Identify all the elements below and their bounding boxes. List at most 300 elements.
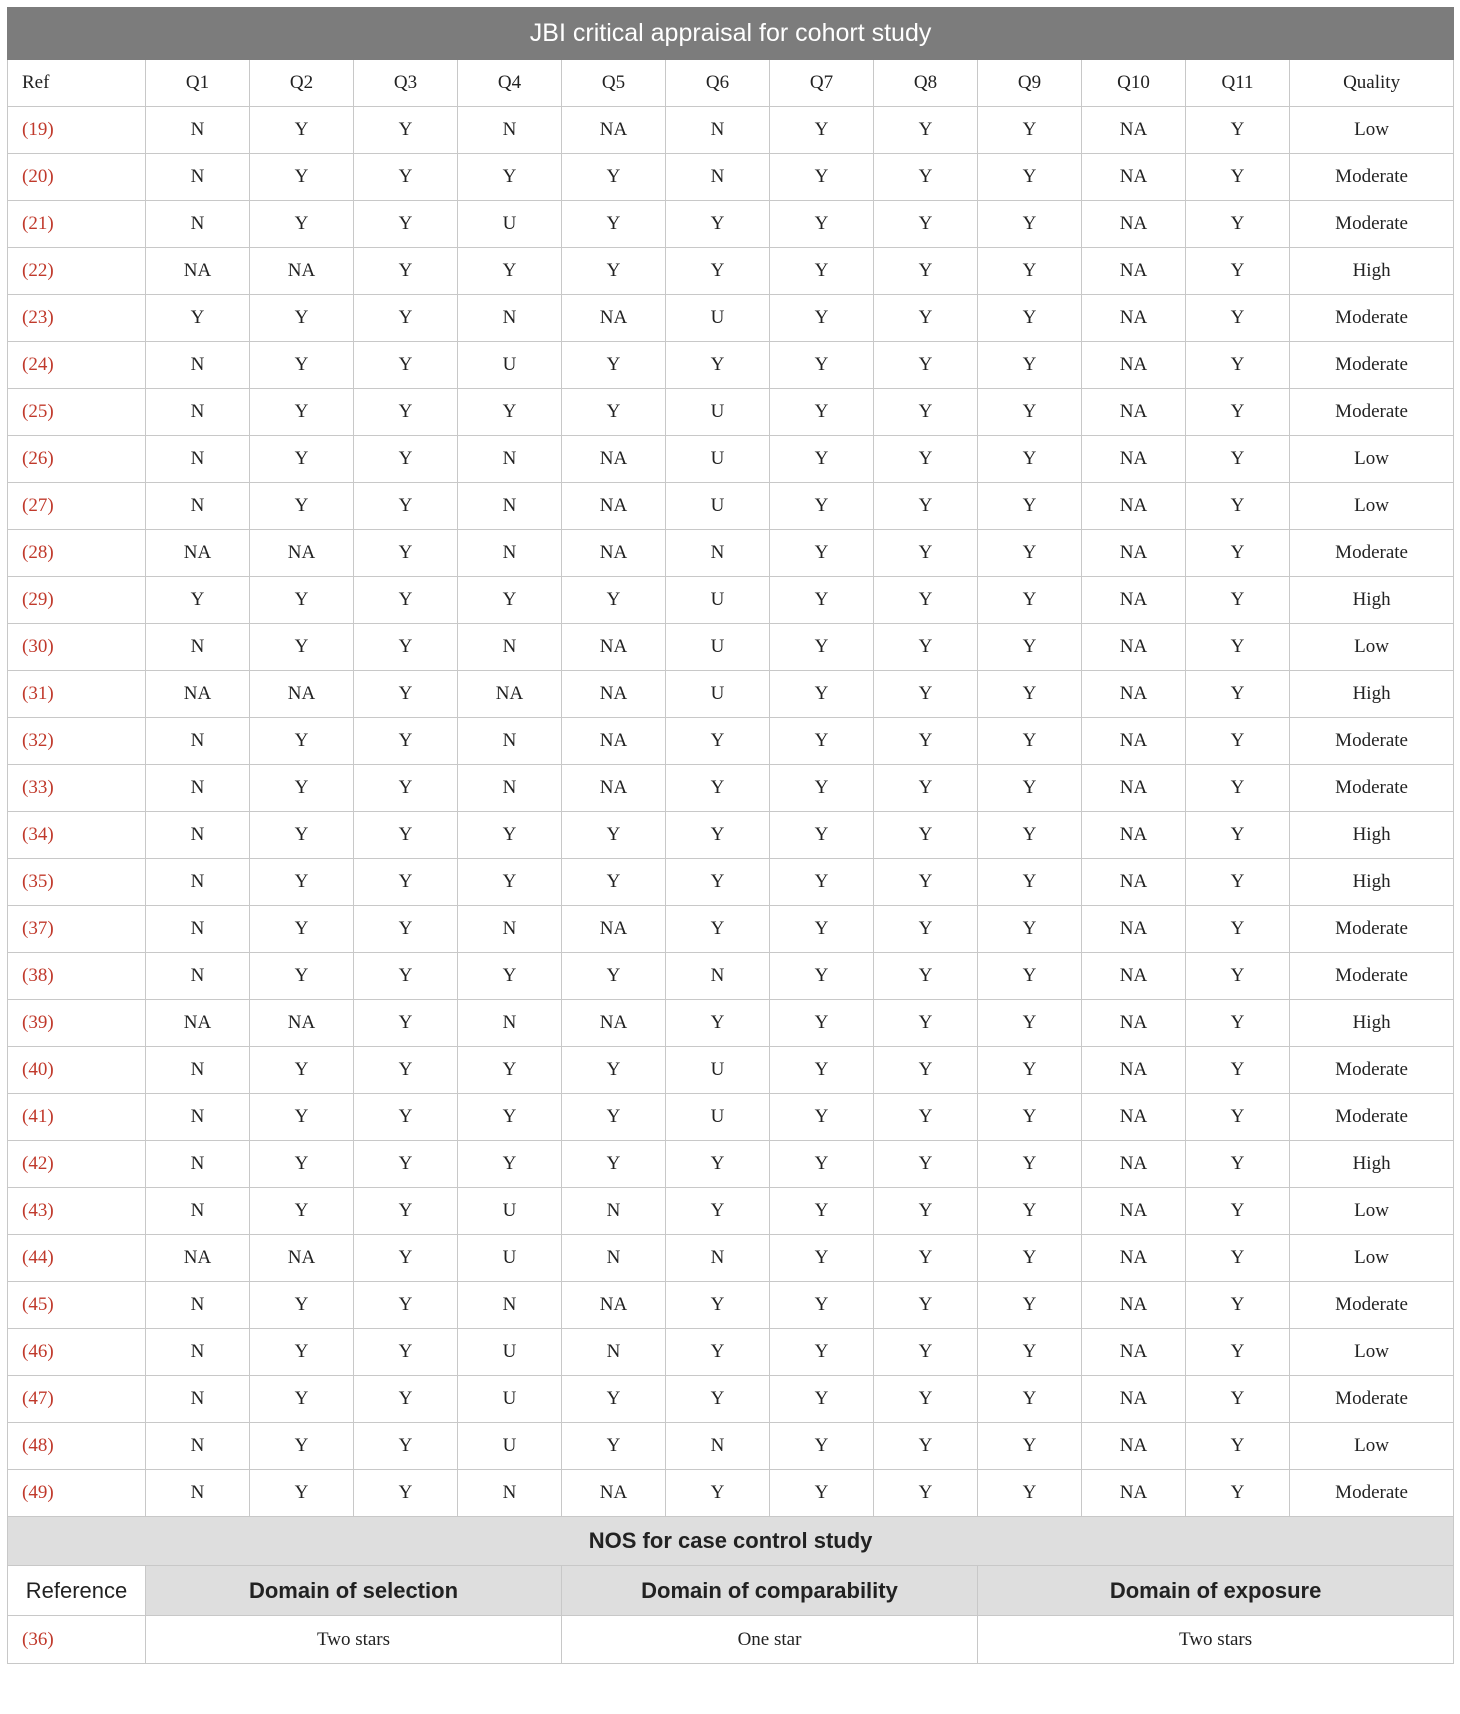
answer-cell: N <box>458 483 562 530</box>
answer-cell: Y <box>458 812 562 859</box>
table-row <box>8 718 1454 765</box>
answer-cell: NA <box>1082 1329 1186 1376</box>
nos-selection-cell: Two stars <box>146 1616 562 1664</box>
ref-link[interactable]: 32 <box>28 730 48 751</box>
answer-cell: Y <box>978 1094 1082 1141</box>
answer-cell: Y <box>666 1141 770 1188</box>
ref-paren-close: ) <box>47 1294 54 1315</box>
ref-link[interactable]: 41 <box>28 1106 48 1127</box>
answer-cell: Y <box>978 718 1082 765</box>
ref-link[interactable]: 21 <box>28 213 48 234</box>
ref-link[interactable]: 34 <box>28 824 48 845</box>
answer-cell: Y <box>1186 1047 1290 1094</box>
answer-cell: Y <box>354 1141 458 1188</box>
ref-link[interactable]: 48 <box>28 1435 48 1456</box>
nos-header-row <box>8 1566 1454 1616</box>
ref-cell <box>8 342 146 389</box>
answer-cell: Y <box>874 906 978 953</box>
ref-link[interactable]: 39 <box>28 1012 48 1033</box>
answer-cell: N <box>458 436 562 483</box>
quality-cell: Moderate <box>1290 1470 1454 1517</box>
answer-cell: U <box>458 1423 562 1470</box>
ref-paren-open: ( <box>22 1628 29 1650</box>
answer-cell: Y <box>874 530 978 577</box>
answer-cell: Y <box>1186 389 1290 436</box>
answer-cell: Y <box>978 436 1082 483</box>
answer-cell: N <box>562 1188 666 1235</box>
answer-cell: N <box>666 953 770 1000</box>
answer-cell: Y <box>458 1094 562 1141</box>
answer-cell: Y <box>354 483 458 530</box>
answer-cell: Y <box>874 436 978 483</box>
answer-cell: N <box>146 624 250 671</box>
answer-cell: Y <box>770 859 874 906</box>
ref-cell <box>8 389 146 436</box>
answer-cell: Y <box>666 1000 770 1047</box>
answer-cell: Y <box>354 1094 458 1141</box>
ref-paren-close: ) <box>47 542 54 563</box>
answer-cell: Y <box>874 201 978 248</box>
answer-cell: Y <box>354 154 458 201</box>
answer-cell: Y <box>562 1376 666 1423</box>
answer-cell: Y <box>1186 1282 1290 1329</box>
answer-cell: N <box>562 1235 666 1282</box>
ref-paren-close: ) <box>47 1012 54 1033</box>
answer-cell: Y <box>874 624 978 671</box>
answer-cell: N <box>562 1329 666 1376</box>
answer-cell: U <box>458 1376 562 1423</box>
ref-link[interactable]: 25 <box>28 401 48 422</box>
ref-cell <box>8 295 146 342</box>
answer-cell: Y <box>354 671 458 718</box>
answer-cell: Y <box>770 436 874 483</box>
answer-cell: NA <box>562 295 666 342</box>
answer-cell: Y <box>874 1376 978 1423</box>
ref-link[interactable]: 26 <box>28 448 48 469</box>
ref-paren-open: ( <box>22 401 29 422</box>
answer-cell: Y <box>978 953 1082 1000</box>
ref-cell <box>8 483 146 530</box>
answer-cell: Y <box>874 1188 978 1235</box>
answer-cell: N <box>146 1423 250 1470</box>
answer-cell: Y <box>770 1423 874 1470</box>
answer-cell: N <box>666 107 770 154</box>
answer-cell: NA <box>250 530 354 577</box>
ref-paren-close: ) <box>47 1200 54 1221</box>
answer-cell: NA <box>1082 1188 1186 1235</box>
answer-cell: Y <box>1186 530 1290 577</box>
answer-cell: Y <box>770 1329 874 1376</box>
ref-paren-open: ( <box>22 589 29 610</box>
answer-cell: NA <box>1082 859 1186 906</box>
quality-cell: Low <box>1290 1423 1454 1470</box>
quality-cell: Moderate <box>1290 530 1454 577</box>
table-row <box>8 389 1454 436</box>
answer-cell: Y <box>354 577 458 624</box>
answer-cell: NA <box>1082 624 1186 671</box>
answer-cell: Y <box>874 1282 978 1329</box>
ref-link[interactable]: 29 <box>28 589 48 610</box>
answer-cell: NA <box>562 671 666 718</box>
ref-link[interactable]: 36 <box>28 1628 48 1650</box>
ref-link[interactable]: 49 <box>28 1482 48 1503</box>
answer-cell: Y <box>354 530 458 577</box>
answer-cell: NA <box>562 906 666 953</box>
answer-cell: Y <box>1186 248 1290 295</box>
answer-cell: Y <box>666 1470 770 1517</box>
ref-paren-close: ) <box>47 683 54 704</box>
answer-cell: N <box>458 1470 562 1517</box>
ref-paren-close: ) <box>47 1482 54 1503</box>
ref-cell <box>8 1282 146 1329</box>
answer-cell: NA <box>1082 1235 1186 1282</box>
answer-cell: NA <box>562 765 666 812</box>
ref-paren-open: ( <box>22 448 29 469</box>
answer-cell: Y <box>666 1376 770 1423</box>
answer-cell: NA <box>458 671 562 718</box>
ref-paren-open: ( <box>22 965 29 986</box>
appraisal-table <box>7 7 1454 1664</box>
quality-cell: High <box>1290 671 1454 718</box>
answer-cell: Y <box>250 342 354 389</box>
answer-cell: Y <box>458 1047 562 1094</box>
answer-cell: NA <box>250 248 354 295</box>
ref-link[interactable]: 30 <box>28 636 48 657</box>
answer-cell: NA <box>1082 1047 1186 1094</box>
answer-cell: Y <box>770 201 874 248</box>
ref-link[interactable]: 23 <box>28 307 48 328</box>
column-header-q3: Q3 <box>354 60 458 107</box>
answer-cell: NA <box>1082 1094 1186 1141</box>
answer-cell: NA <box>562 718 666 765</box>
ref-link[interactable]: 19 <box>28 119 48 140</box>
ref-paren-open: ( <box>22 1294 29 1315</box>
answer-cell: NA <box>1082 953 1186 1000</box>
answer-cell: Y <box>770 1376 874 1423</box>
column-header-q6: Q6 <box>666 60 770 107</box>
ref-paren-open: ( <box>22 1012 29 1033</box>
answer-cell: Y <box>978 812 1082 859</box>
answer-cell: NA <box>1082 295 1186 342</box>
answer-cell: Y <box>250 953 354 1000</box>
answer-cell: Y <box>250 1282 354 1329</box>
answer-cell: Y <box>874 1047 978 1094</box>
quality-cell: Moderate <box>1290 154 1454 201</box>
nos-title-row <box>8 1517 1454 1566</box>
ref-link[interactable]: 33 <box>28 777 48 798</box>
answer-cell: NA <box>1082 389 1186 436</box>
ref-link[interactable]: 22 <box>28 260 48 281</box>
answer-cell: Y <box>770 295 874 342</box>
answer-cell: U <box>666 483 770 530</box>
ref-link[interactable]: 45 <box>28 1294 48 1315</box>
answer-cell: Y <box>770 389 874 436</box>
answer-cell: Y <box>978 671 1082 718</box>
answer-cell: Y <box>354 718 458 765</box>
table-row <box>8 436 1454 483</box>
answer-cell: Y <box>250 1376 354 1423</box>
quality-cell: High <box>1290 1000 1454 1047</box>
ref-paren-open: ( <box>22 1153 29 1174</box>
answer-cell: Y <box>770 1235 874 1282</box>
answer-cell: NA <box>146 1000 250 1047</box>
nos-comparability-cell: One star <box>562 1616 978 1664</box>
table-row <box>8 295 1454 342</box>
answer-cell: N <box>458 765 562 812</box>
quality-cell: Low <box>1290 624 1454 671</box>
answer-cell: Y <box>1186 1329 1290 1376</box>
answer-cell: Y <box>978 1235 1082 1282</box>
ref-link[interactable]: 37 <box>28 918 48 939</box>
answer-cell: NA <box>146 248 250 295</box>
ref-link[interactable]: 46 <box>28 1341 48 1362</box>
ref-link[interactable]: 38 <box>28 965 48 986</box>
answer-cell: NA <box>1082 765 1186 812</box>
ref-paren-open: ( <box>22 354 29 375</box>
ref-link[interactable]: 35 <box>28 871 48 892</box>
ref-paren-open: ( <box>22 1341 29 1362</box>
answer-cell: NA <box>1082 1376 1186 1423</box>
answer-cell: Y <box>978 624 1082 671</box>
answer-cell: Y <box>666 859 770 906</box>
ref-paren-close: ) <box>47 119 54 140</box>
nos-column-header-comparability: Domain of comparability <box>562 1566 978 1616</box>
answer-cell: Y <box>354 295 458 342</box>
answer-cell: Y <box>666 906 770 953</box>
answer-cell: Y <box>1186 295 1290 342</box>
table-row <box>8 1470 1454 1517</box>
table-row <box>8 342 1454 389</box>
ref-link[interactable]: 47 <box>28 1388 48 1409</box>
ref-link[interactable]: 31 <box>28 683 48 704</box>
answer-cell: N <box>666 154 770 201</box>
ref-cell <box>8 671 146 718</box>
ref-cell <box>8 577 146 624</box>
answer-cell: Y <box>562 1141 666 1188</box>
answer-cell: NA <box>562 1282 666 1329</box>
answer-cell: NA <box>1082 107 1186 154</box>
column-header-q8: Q8 <box>874 60 978 107</box>
table-row <box>8 154 1454 201</box>
ref-cell <box>8 436 146 483</box>
answer-cell: Y <box>770 1141 874 1188</box>
ref-paren-close: ) <box>47 1247 54 1268</box>
answer-cell: NA <box>1082 906 1186 953</box>
answer-cell: Y <box>354 389 458 436</box>
table-row <box>8 1329 1454 1376</box>
ref-link[interactable]: 24 <box>28 354 48 375</box>
appraisal-table-container <box>7 7 1453 1664</box>
ref-paren-open: ( <box>22 166 29 187</box>
answer-cell: Y <box>250 624 354 671</box>
answer-cell: Y <box>562 577 666 624</box>
answer-cell: Y <box>1186 1094 1290 1141</box>
answer-cell: Y <box>874 389 978 436</box>
jbi-title: JBI critical appraisal for cohort study <box>8 8 1454 60</box>
nos-column-header-reference: Reference <box>8 1566 146 1616</box>
answer-cell: NA <box>250 1000 354 1047</box>
answer-cell: N <box>146 1282 250 1329</box>
answer-cell: Y <box>874 1329 978 1376</box>
answer-cell: Y <box>354 953 458 1000</box>
answer-cell: N <box>146 1470 250 1517</box>
ref-cell <box>8 624 146 671</box>
answer-cell: Y <box>250 107 354 154</box>
answer-cell: NA <box>1082 718 1186 765</box>
answer-cell: U <box>458 1235 562 1282</box>
answer-cell: U <box>666 436 770 483</box>
answer-cell: Y <box>354 1423 458 1470</box>
table-row <box>8 859 1454 906</box>
answer-cell: N <box>146 812 250 859</box>
answer-cell: Y <box>978 577 1082 624</box>
answer-cell: Y <box>874 483 978 530</box>
ref-link[interactable]: 42 <box>28 1153 48 1174</box>
answer-cell: Y <box>770 577 874 624</box>
column-header-q11: Q11 <box>1186 60 1290 107</box>
ref-cell <box>8 765 146 812</box>
answer-cell: Y <box>666 201 770 248</box>
answer-cell: Y <box>250 718 354 765</box>
answer-cell: NA <box>1082 248 1186 295</box>
quality-cell: High <box>1290 812 1454 859</box>
table-row <box>8 1047 1454 1094</box>
answer-cell: Y <box>666 1282 770 1329</box>
answer-cell: Y <box>770 624 874 671</box>
ref-link[interactable]: 40 <box>28 1059 48 1080</box>
answer-cell: Y <box>458 248 562 295</box>
answer-cell: Y <box>874 1000 978 1047</box>
ref-paren-close: ) <box>47 1153 54 1174</box>
answer-cell: Y <box>562 1094 666 1141</box>
table-row <box>8 1188 1454 1235</box>
answer-cell: Y <box>250 436 354 483</box>
answer-cell: Y <box>250 154 354 201</box>
answer-cell: N <box>146 1329 250 1376</box>
ref-paren-close: ) <box>47 213 54 234</box>
quality-cell: Moderate <box>1290 342 1454 389</box>
answer-cell: Y <box>874 154 978 201</box>
ref-paren-open: ( <box>22 1435 29 1456</box>
answer-cell: Y <box>1186 342 1290 389</box>
ref-paren-open: ( <box>22 1200 29 1221</box>
ref-link[interactable]: 28 <box>28 542 48 563</box>
ref-link[interactable]: 20 <box>28 166 48 187</box>
answer-cell: N <box>146 765 250 812</box>
answer-cell: Y <box>562 342 666 389</box>
answer-cell: Y <box>354 906 458 953</box>
ref-paren-close: ) <box>47 824 54 845</box>
jbi-title-row <box>8 8 1454 60</box>
answer-cell: Y <box>666 765 770 812</box>
answer-cell: Y <box>354 201 458 248</box>
quality-cell: Moderate <box>1290 1047 1454 1094</box>
quality-cell: Moderate <box>1290 718 1454 765</box>
answer-cell: Y <box>1186 201 1290 248</box>
answer-cell: Y <box>770 342 874 389</box>
table-row <box>8 765 1454 812</box>
answer-cell: Y <box>770 248 874 295</box>
answer-cell: Y <box>354 1329 458 1376</box>
answer-cell: NA <box>562 530 666 577</box>
table-row <box>8 1282 1454 1329</box>
quality-cell: Moderate <box>1290 953 1454 1000</box>
nos-column-header-selection: Domain of selection <box>146 1566 562 1616</box>
answer-cell: NA <box>1082 342 1186 389</box>
answer-cell: Y <box>978 1470 1082 1517</box>
answer-cell: Y <box>354 1000 458 1047</box>
ref-link[interactable]: 44 <box>28 1247 48 1268</box>
answer-cell: Y <box>562 1423 666 1470</box>
ref-paren-open: ( <box>22 871 29 892</box>
column-header-q2: Q2 <box>250 60 354 107</box>
answer-cell: Y <box>250 906 354 953</box>
answer-cell: Y <box>250 1047 354 1094</box>
answer-cell: U <box>458 342 562 389</box>
quality-cell: Moderate <box>1290 906 1454 953</box>
answer-cell: Y <box>354 1376 458 1423</box>
answer-cell: N <box>146 1047 250 1094</box>
answer-cell: Y <box>874 1235 978 1282</box>
ref-paren-open: ( <box>22 1482 29 1503</box>
answer-cell: Y <box>978 906 1082 953</box>
answer-cell: Y <box>354 624 458 671</box>
ref-paren-close: ) <box>47 1341 54 1362</box>
answer-cell: NA <box>1082 201 1186 248</box>
table-row <box>8 107 1454 154</box>
answer-cell: Y <box>978 530 1082 577</box>
answer-cell: N <box>146 1376 250 1423</box>
answer-cell: Y <box>562 953 666 1000</box>
ref-link[interactable]: 43 <box>28 1200 48 1221</box>
table-row <box>8 953 1454 1000</box>
answer-cell: Y <box>1186 906 1290 953</box>
answer-cell: Y <box>770 906 874 953</box>
answer-cell: Y <box>874 342 978 389</box>
answer-cell: Y <box>354 1470 458 1517</box>
ref-link[interactable]: 27 <box>28 495 48 516</box>
answer-cell: Y <box>354 342 458 389</box>
table-row <box>8 906 1454 953</box>
answer-cell: Y <box>1186 1423 1290 1470</box>
answer-cell: Y <box>978 295 1082 342</box>
ref-paren-open: ( <box>22 213 29 234</box>
ref-cell <box>8 718 146 765</box>
answer-cell: NA <box>562 107 666 154</box>
quality-cell: Low <box>1290 1188 1454 1235</box>
column-header-quality: Quality <box>1290 60 1454 107</box>
ref-paren-open: ( <box>22 119 29 140</box>
table-row <box>8 1094 1454 1141</box>
answer-cell: Y <box>874 248 978 295</box>
answer-cell: Y <box>562 201 666 248</box>
answer-cell: N <box>146 342 250 389</box>
ref-cell <box>8 1329 146 1376</box>
answer-cell: Y <box>874 671 978 718</box>
table-body <box>8 8 1454 1664</box>
answer-cell: Y <box>1186 624 1290 671</box>
answer-cell: Y <box>978 1047 1082 1094</box>
answer-cell: Y <box>1186 483 1290 530</box>
answer-cell: N <box>146 107 250 154</box>
answer-cell: N <box>146 1094 250 1141</box>
answer-cell: N <box>458 1282 562 1329</box>
answer-cell: Y <box>250 577 354 624</box>
answer-cell: Y <box>978 1000 1082 1047</box>
ref-paren-close: ) <box>47 1059 54 1080</box>
answer-cell: Y <box>978 859 1082 906</box>
answer-cell: Y <box>770 718 874 765</box>
